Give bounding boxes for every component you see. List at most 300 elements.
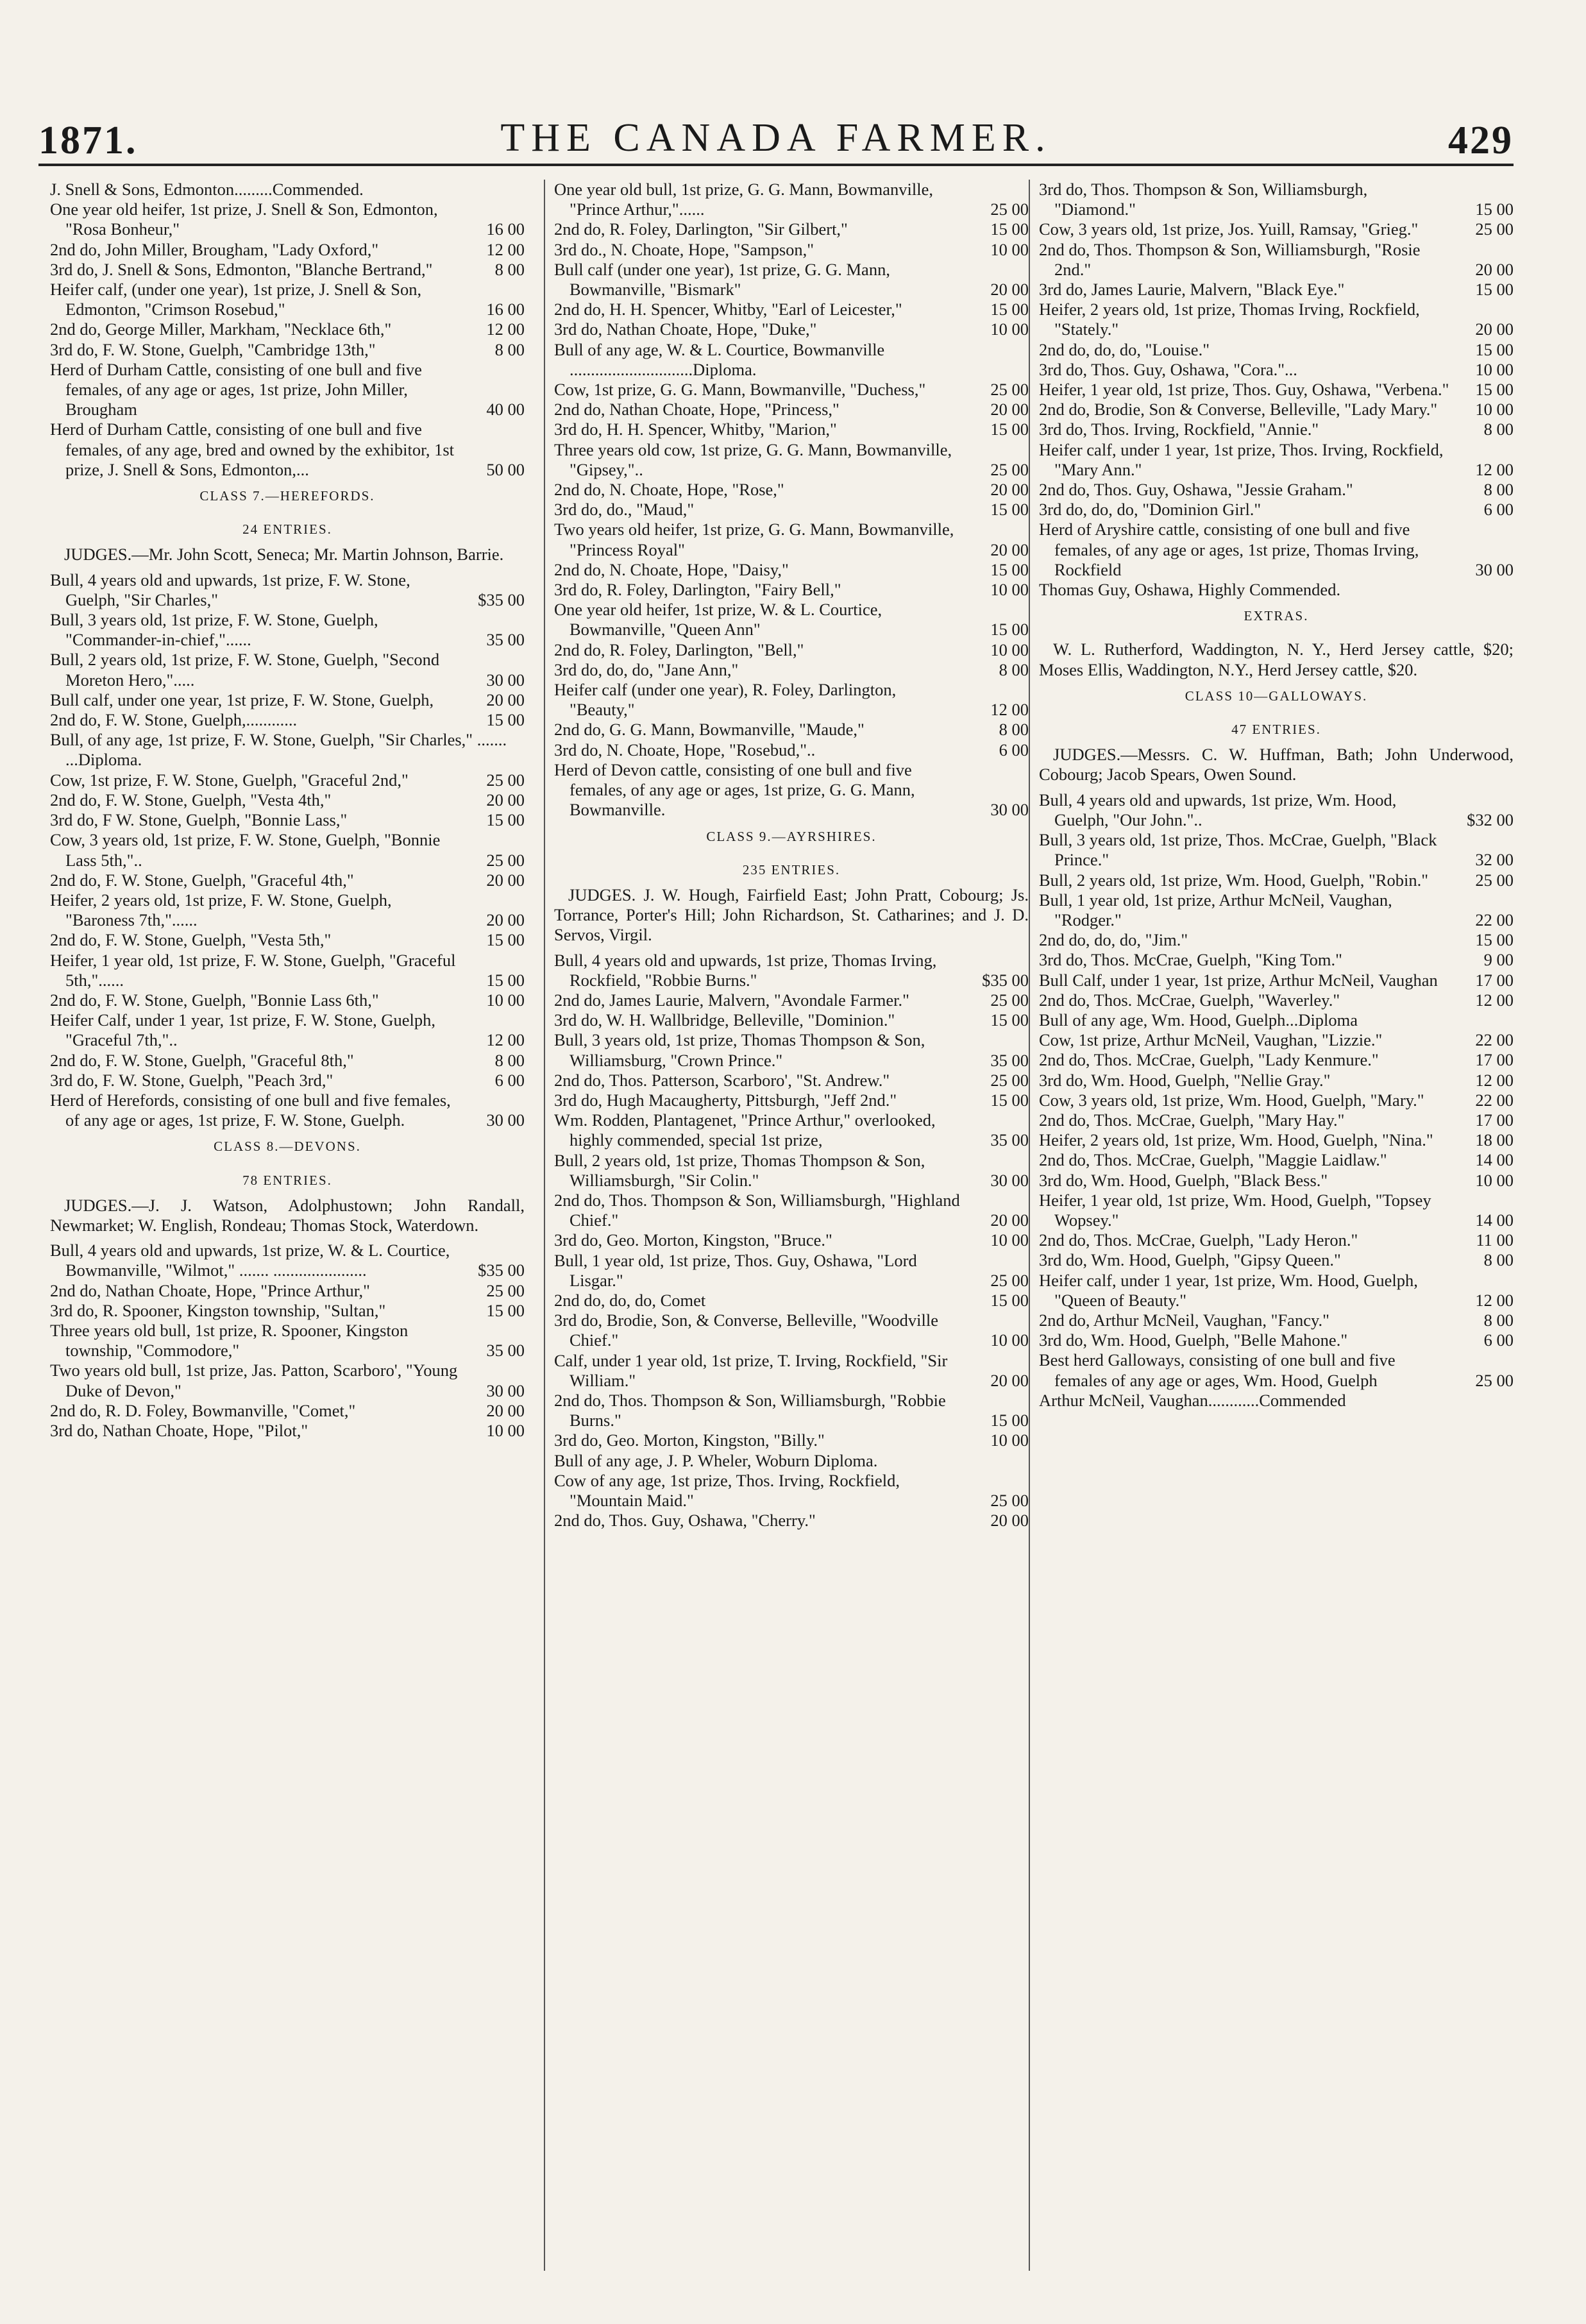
prize-entry (1039, 1191, 1514, 1230)
prize-entry (1039, 280, 1514, 300)
prize-entry (554, 680, 1029, 720)
entry-text: Heifer calf, under 1 year, 1st prize, Thos. Irving, Rockfield, "Mary Ann." (1039, 439, 1444, 479)
entry-text: 3rd do, James Laurie, Malvern, "Black Eye." (1039, 280, 1345, 300)
prize-amount: 15 00 (990, 1090, 1029, 1110)
prize-amount: 20 00 (1475, 319, 1514, 339)
entry-text: Cow, 3 years old, 1st prize, Wm. Hood, Guelph, "Mary." (1039, 1090, 1424, 1110)
entry-text: 3rd do, Nathan Choate, Hope, "Duke," (554, 319, 817, 339)
entry-text: Herd of Durham Cattle, consisting of one bull and five females, of any age, bred and owned by the exhibitor, 1st prize, J. Snell & Sons, Edmonton,... (50, 420, 455, 479)
prize-entry (554, 420, 1029, 439)
section-heading: CLASS 8.—DEVONS. (214, 1139, 361, 1155)
prize-entry (1039, 1071, 1514, 1090)
judges-paragraph: JUDGES.—J. J. Watson, Adolphustown; John Randall, Newmarket; W. English, Rondeau; Thomas Stock, Waterdown. (50, 1195, 525, 1235)
prize-amount: 12 00 (1475, 1070, 1514, 1090)
prize-amount: 8 00 (494, 259, 525, 279)
section-heading: EXTRAS. (1244, 608, 1309, 624)
column-1 (50, 180, 525, 2271)
entry-text: 3rd do, do, do, "Dominion Girl." (1039, 500, 1261, 520)
prize-entry (554, 951, 1029, 990)
prize-amount: 6 00 (999, 740, 1029, 759)
entry-text: Heifer, 1 year old, 1st prize, F. W. Stone, Guelph, "Graceful 5th,"...... (50, 950, 456, 990)
prize-entry (1039, 1350, 1514, 1390)
prize-amount: 10 00 (486, 1420, 525, 1440)
entry-text: 2nd do, Thos. McCrae, Guelph, "Lady Heron." (1039, 1230, 1358, 1250)
prize-amount: 35 00 (990, 1050, 1029, 1070)
entry-text: Bull Calf, under 1 year, 1st prize, Arthur McNeil, Vaughan (1039, 970, 1438, 990)
prize-entry (50, 420, 525, 480)
judges-paragraph: JUDGES.—Mr. John Scott, Seneca; Mr. Martin Johnson, Barrie. (64, 545, 504, 564)
prize-entry (1039, 990, 1514, 1010)
entry-text: Cow, 1st prize, Arthur McNeil, Vaughan, "Lizzie." (1039, 1030, 1383, 1050)
prize-amount: 16 00 (486, 219, 525, 239)
prize-entry (554, 1251, 1029, 1291)
entry-text: Three years old cow, 1st prize, G. G. Mann, Bowmanville, "Gipsey,".. (554, 439, 952, 479)
prize-amount: 25 00 (486, 1280, 525, 1300)
prize-amount: 8 00 (999, 720, 1029, 740)
prize-entry (554, 660, 1029, 680)
column-3 (1039, 180, 1514, 2271)
prize-entry (1039, 1250, 1514, 1270)
prize-entry (554, 1191, 1029, 1230)
prize-entry (1039, 1150, 1514, 1170)
entry-text: 2nd do, R. Foley, Darlington, "Sir Gilbert," (554, 219, 848, 239)
prize-amount: 20 00 (1475, 259, 1514, 279)
prize-entry (50, 260, 525, 280)
entry-text: Bull, 2 years old, 1st prize, Thomas Thompson & Son, Williamsburgh, "Sir Colin." (554, 1150, 925, 1190)
prize-amount: 25 00 (1475, 870, 1514, 890)
prize-amount: 15 00 (990, 219, 1029, 239)
prize-entry (554, 1471, 1029, 1511)
prize-amount: 20 00 (990, 539, 1029, 559)
prize-amount: 35 00 (990, 1130, 1029, 1150)
prize-entry (1039, 180, 1514, 219)
judges-paragraph: JUDGES. J. W. Hough, Fairfield East; John Pratt, Cobourg; Js. Torrance, Porter's Hill; John Richardson, St. Catharines; and J. D. Servos, Virgil. (554, 885, 1029, 945)
prize-amount: 15 00 (486, 1300, 525, 1320)
section-heading: CLASS 7.—HEREFORDS. (199, 488, 375, 504)
prize-entry (554, 340, 1029, 380)
entry-text: 3rd do., N. Choate, Hope, "Sampson," (554, 239, 814, 259)
entry-text: 2nd do, Thos. Thompson & Son, Williamsburgh, "Robbie Burns." (554, 1390, 946, 1430)
prize-amount: 20 00 (990, 280, 1029, 300)
prize-amount: 20 00 (990, 1210, 1029, 1230)
prize-amount: 12 00 (486, 239, 525, 259)
entries-count: 78 ENTRIES. (242, 1172, 332, 1188)
entry-text: 2nd do, Nathan Choate, Hope, "Prince Arthur," (50, 1280, 370, 1300)
entry-text: Bull, 3 years old, 1st prize, Thos. McCrae, Guelph, "Black Prince." (1039, 830, 1437, 870)
entry-text: 3rd do, Geo. Morton, Kingston, "Billy." (554, 1430, 825, 1450)
prize-entry (1039, 1271, 1514, 1310)
prize-amount: 20 00 (990, 480, 1029, 500)
prize-amount: 25 00 (486, 770, 525, 790)
prize-amount: 6 00 (494, 1070, 525, 1090)
prize-entry (554, 219, 1029, 239)
prize-entry (50, 951, 525, 990)
prize-amount: 12 00 (990, 700, 1029, 720)
prize-amount: 15 00 (486, 710, 525, 730)
entry-text: Herd of Herefords, consisting of one bull and five females, of any age or ages, 1st prize, F. W. Stone, Guelph. (50, 1090, 451, 1130)
prize-entry (1039, 950, 1514, 970)
prize-entry (50, 1401, 525, 1421)
entry-text: 3rd do, Thos. Guy, Oshawa, "Cora."... (1039, 359, 1297, 379)
entry-text: Calf, under 1 year old, 1st prize, T. Irving, Rockfield, "Sir William." (554, 1350, 948, 1390)
entry-text: Heifer calf (under one year), R. Foley, Darlington, "Beauty," (554, 680, 897, 720)
prize-entry (554, 1030, 1029, 1070)
prize-amount: 25 00 (990, 380, 1029, 400)
prize-amount: 25 00 (990, 1270, 1029, 1290)
prize-amount: 20 00 (990, 1511, 1029, 1531)
entry-text: 3rd do, F W. Stone, Guelph, "Bonnie Lass," (50, 810, 348, 830)
entry-text: 2nd do, Thos. Guy, Oshawa, "Jessie Graham." (1039, 480, 1353, 500)
prize-entry (50, 710, 525, 730)
entry-text: 3rd do, Thos. Irving, Rockfield, "Annie." (1039, 420, 1319, 439)
entry-text: One year old heifer, 1st prize, J. Snell & Son, Edmonton, "Rosa Bonheur," (50, 199, 438, 239)
prize-entry (50, 180, 525, 199)
entry-text: Bull, 4 years old and upwards, 1st prize, F. W. Stone, Guelph, "Sir Charles," (50, 570, 410, 609)
prize-entry (1039, 1391, 1514, 1411)
entry-text: Two years old heifer, 1st prize, G. G. Mann, Bowmanville, "Princess Royal" (554, 520, 954, 559)
prize-entry (1039, 890, 1514, 930)
prize-amount: 15 00 (990, 300, 1029, 319)
column-divider (1029, 180, 1030, 2271)
entry-text: Cow, 3 years old, 1st prize, F. W. Stone, Guelph, "Bonnie Lass 5th,".. (50, 830, 441, 870)
entry-text: Bull, 1 year old, 1st prize, Thos. Guy, Oshawa, "Lord Lisgar." (554, 1250, 917, 1290)
entry-text: 3rd do, W. H. Wallbridge, Belleville, "Dominion." (554, 1010, 895, 1030)
prize-amount: 30 00 (486, 670, 525, 690)
prize-entry (50, 319, 525, 339)
prize-amount: 10 00 (990, 1330, 1029, 1350)
prize-amount: 10 00 (1475, 1170, 1514, 1190)
entry-text: 3rd do, R. Spooner, Kingston township, "Sultan," (50, 1300, 386, 1320)
prize-amount: 12 00 (1475, 1290, 1514, 1310)
entry-text: 3rd do, F. W. Stone, Guelph, "Peach 3rd," (50, 1070, 333, 1090)
entry-text: Heifer calf, under 1 year, 1st prize, Wm. Hood, Guelph, "Queen of Beauty." (1039, 1270, 1418, 1310)
entries-count: 47 ENTRIES. (1231, 722, 1321, 738)
entry-text: 3rd do, J. Snell & Sons, Edmonton, "Blanche Bertrand," (50, 259, 433, 279)
prize-amount: $35 00 (478, 589, 525, 609)
prize-entry (554, 380, 1029, 400)
prize-entry (554, 600, 1029, 640)
prize-entry (554, 300, 1029, 319)
entry-text: Herd of Devon cattle, consisting of one bull and five females, of any age or ages, 1st prize, G. G. Mann, Bowmanville. (554, 759, 915, 820)
prize-amount: 15 00 (1475, 339, 1514, 359)
judges-paragraph: W. L. Rutherford, Waddington, N. Y., Herd Jersey cattle, $20; Moses Ellis, Waddington, N.Y., Herd Jersey cattle, $20. (1039, 640, 1514, 679)
page-title: THE CANADA FARMER. (500, 116, 1052, 160)
entry-text: 2nd do, F. W. Stone, Guelph, "Bonnie Lass 6th," (50, 990, 379, 1010)
prize-entry (50, 1321, 525, 1361)
entry-text: 2nd do, H. H. Spencer, Whitby, "Earl of Leicester," (554, 300, 902, 319)
prize-amount: $35 00 (478, 1260, 525, 1280)
entry-text: 2nd do, John Miller, Brougham, "Lady Oxford," (50, 239, 379, 259)
prize-amount: 6 00 (1483, 500, 1514, 520)
entry-text: 2nd do, Arthur McNeil, Vaughan, "Fancy." (1039, 1310, 1329, 1330)
prize-entry (50, 1281, 525, 1301)
section-heading: CLASS 10—GALLOWAYS. (1185, 688, 1368, 704)
entry-text: Heifer, 1 year old, 1st prize, Wm. Hood, Guelph, "Topsey Wopsey." (1039, 1190, 1431, 1230)
entries-count: 24 ENTRIES. (242, 522, 332, 538)
entry-text: 2nd do, R. Foley, Darlington, "Bell," (554, 640, 804, 659)
entry-text: Three years old bull, 1st prize, R. Spooner, Kingston township, "Commodore," (50, 1320, 409, 1361)
prize-entry (554, 400, 1029, 420)
entry-text: 2nd do, N. Choate, Hope, "Rose," (554, 480, 784, 500)
prize-entry (554, 990, 1029, 1010)
prize-amount: 17 00 (1475, 970, 1514, 990)
prize-entry (50, 1051, 525, 1071)
entry-text: 2nd do, Thos. McCrae, Guelph, "Maggie Laidlaw." (1039, 1150, 1387, 1170)
entry-text: 2nd do, Brodie, Son & Converse, Belleville, "Lady Mary." (1039, 400, 1438, 420)
prize-amount: 25 00 (990, 1070, 1029, 1090)
prize-entry (50, 1010, 525, 1050)
prize-entry (554, 580, 1029, 600)
entry-text: Bull, 3 years old, 1st prize, F. W. Stone, Guelph, "Commander-in-chief,"...... (50, 610, 378, 650)
prize-amount: 15 00 (1475, 380, 1514, 400)
prize-amount: 10 00 (486, 990, 525, 1010)
entry-text: Heifer, 2 years old, 1st prize, F. W. Stone, Guelph, "Baroness 7th,"...... (50, 890, 392, 930)
prize-amount: 32 00 (1475, 850, 1514, 870)
prize-entry (554, 1110, 1029, 1150)
prize-amount: $32 00 (1467, 810, 1514, 829)
prize-amount: 8 00 (1483, 420, 1514, 439)
entry-text: Bull of any age, W. & L. Courtice, Bowmanville .............................Diploma. (554, 339, 885, 379)
entry-text: 2nd do, do, do, Comet (554, 1290, 706, 1310)
prize-amount: 15 00 (990, 1411, 1029, 1430)
prize-entry (50, 1301, 525, 1321)
prize-entry (1039, 240, 1514, 280)
prize-entry (554, 480, 1029, 500)
prize-entry (1039, 500, 1514, 520)
prize-entry (1039, 1230, 1514, 1250)
prize-amount: 50 00 (486, 459, 525, 479)
prize-amount: 10 00 (1475, 400, 1514, 420)
prize-amount: 35 00 (486, 1341, 525, 1361)
prize-amount: 17 00 (1475, 1050, 1514, 1070)
prize-entry (1039, 790, 1514, 830)
prize-entry (1039, 830, 1514, 870)
prize-amount: 15 00 (486, 930, 525, 950)
prize-entry (554, 319, 1029, 339)
entry-text: 2nd do, F. W. Stone, Guelph, "Graceful 8th," (50, 1050, 354, 1070)
entry-text: 2nd do, Thos. Thompson & Son, Williamsburgh, "Rosie 2nd." (1039, 239, 1421, 279)
entry-text: Wm. Rodden, Plantagenet, "Prince Arthur," overlooked, highly commended, special 1st prize, (554, 1110, 936, 1150)
entry-text: 2nd do, F. W. Stone, Guelph, "Vesta 5th," (50, 930, 332, 950)
prize-entry (1039, 1130, 1514, 1150)
entry-text: 2nd do, Thos. McCrae, Guelph, "Lady Kenmure." (1039, 1050, 1379, 1070)
prize-amount: 30 00 (990, 800, 1029, 820)
prize-entry (1039, 219, 1514, 239)
prize-amount: 25 00 (1475, 219, 1514, 239)
entry-text: Cow, 1st prize, G. G. Mann, Bowmanville, "Duchess," (554, 380, 926, 400)
prize-entry (50, 730, 525, 770)
prize-entry (50, 930, 525, 950)
prize-amount: 8 00 (494, 1050, 525, 1070)
prize-amount: 22 00 (1475, 1090, 1514, 1110)
entry-text: 2nd do, R. D. Foley, Bowmanville, "Comet," (50, 1400, 356, 1420)
prize-entry (554, 520, 1029, 559)
entry-text: 2nd do, G. G. Mann, Bowmanville, "Maude," (554, 720, 865, 740)
entry-text: Cow, 1st prize, F. W. Stone, Guelph, "Graceful 2nd," (50, 770, 409, 790)
prize-entry (1039, 480, 1514, 500)
prize-entry (50, 650, 525, 690)
prize-amount: 10 00 (1475, 359, 1514, 379)
prize-amount: 25 00 (990, 1491, 1029, 1510)
prize-amount: 30 00 (1475, 559, 1514, 579)
entry-text: 3rd do, Wm. Hood, Guelph, "Belle Mahone." (1039, 1330, 1348, 1350)
prize-entry (50, 570, 525, 610)
prize-amount: 25 00 (990, 199, 1029, 219)
prize-entry (1039, 300, 1514, 339)
entry-text: 2nd do, F. W. Stone, Guelph,............ (50, 710, 298, 730)
prize-amount: 11 00 (1476, 1230, 1514, 1250)
prize-entry (50, 1421, 525, 1441)
entry-text: Heifer, 2 years old, 1st prize, Wm. Hood, Guelph, "Nina." (1039, 1130, 1433, 1150)
prize-entry (554, 640, 1029, 660)
entry-text: 2nd do, Thos. McCrae, Guelph, "Mary Hay." (1039, 1110, 1345, 1130)
entry-text: 2nd do, Nathan Choate, Hope, "Princess," (554, 400, 839, 420)
prize-amount: 20 00 (486, 870, 525, 890)
page-number: 429 (1448, 119, 1514, 162)
prize-entry (1039, 870, 1514, 890)
judges-paragraph: JUDGES.—Messrs. C. W. Huffman, Bath; John Underwood, Cobourg; Jacob Spears, Owen Sound. (1039, 745, 1514, 785)
prize-amount: 25 00 (1475, 1370, 1514, 1390)
prize-entry (554, 720, 1029, 740)
entry-text: Heifer, 1 year old, 1st prize, Thos. Guy, Oshawa, "Verbena." (1039, 380, 1449, 400)
entry-text: Herd of Durham Cattle, consisting of one bull and five females, of any age or ages, 1st prize, John Miller, Brougham (50, 359, 422, 420)
column-divider (544, 180, 545, 2271)
entry-text: J. Snell & Sons, Edmonton.........Commended. (50, 180, 364, 199)
entries-count: 235 ENTRIES. (742, 861, 841, 878)
entry-text: Bull, 4 years old and upwards, 1st prize, Wm. Hood, Guelph, "Our John.".. (1039, 790, 1397, 829)
prize-entry (554, 180, 1029, 219)
entry-text: 3rd do, F. W. Stone, Guelph, "Cambridge 13th," (50, 339, 376, 359)
entry-text: 2nd do, N. Choate, Hope, "Daisy," (554, 559, 789, 579)
entry-text: 2nd do, Thos. Thompson & Son, Williamsburgh, "Highland Chief." (554, 1190, 960, 1230)
prize-amount: 22 00 (1475, 910, 1514, 929)
prize-amount: 15 00 (486, 970, 525, 990)
prize-entry (50, 690, 525, 710)
entry-text: Bull, 2 years old, 1st prize, F. W. Stone, Guelph, "Second Moreton Hero,"..... (50, 650, 440, 690)
prize-entry (50, 790, 525, 810)
entry-text: Heifer, 2 years old, 1st prize, Thomas Irving, Rockfield, "Stately." (1039, 300, 1420, 339)
prize-entry (50, 770, 525, 790)
entry-text: Bull of any age, Wm. Hood, Guelph...Diploma (1039, 1010, 1358, 1030)
entry-text: Bull, 3 years old, 1st prize, Thomas Thompson & Son, Williamsburg, "Crown Prince." (554, 1030, 925, 1070)
prize-amount: 25 00 (486, 850, 525, 870)
prize-entry (1039, 1030, 1514, 1050)
prize-amount: 15 00 (990, 500, 1029, 520)
prize-amount: 15 00 (990, 420, 1029, 439)
prize-amount: 10 00 (990, 319, 1029, 339)
entry-text: 3rd do, Wm. Hood, Guelph, "Gipsy Queen." (1039, 1250, 1341, 1270)
prize-entry (554, 1511, 1029, 1531)
entry-text: 2nd do, Thos. Guy, Oshawa, "Cherry." (554, 1511, 816, 1531)
prize-entry (50, 240, 525, 260)
prize-entry (554, 1291, 1029, 1310)
entry-text: Bull, 1 year old, 1st prize, Arthur McNeil, Vaughan, "Rodger." (1039, 890, 1392, 929)
prize-entry (50, 1090, 525, 1130)
prize-entry (50, 810, 525, 830)
prize-entry (1039, 1171, 1514, 1191)
prize-entry (554, 440, 1029, 480)
entry-text: One year old bull, 1st prize, G. G. Mann, Bowmanville, "Prince Arthur,"...... (554, 180, 933, 219)
prize-entry (1039, 971, 1514, 990)
prize-amount: 15 00 (1475, 930, 1514, 950)
entry-text: Bull of any age, J. P. Wheler, Woburn Diploma. (554, 1450, 878, 1470)
entry-text: 3rd do, do, do, "Jane Ann," (554, 659, 739, 679)
prize-amount: 15 00 (990, 1010, 1029, 1030)
prize-entry (1039, 1010, 1514, 1030)
year-label: 1871. (38, 119, 138, 162)
page-header (38, 109, 1514, 167)
prize-entry (1039, 360, 1514, 380)
prize-amount: 20 00 (486, 1400, 525, 1420)
entry-text: 2nd do, F. W. Stone, Guelph, "Graceful 4th," (50, 870, 354, 890)
entry-text: 3rd do, R. Foley, Darlington, "Fairy Bell," (554, 580, 841, 600)
prize-amount: 12 00 (486, 1030, 525, 1050)
prize-entry (1039, 1050, 1514, 1070)
entry-text: Bull, 4 years old and upwards, 1st prize, W. & L. Courtice, Bowmanville, "Wilmot," ....... ...................... (50, 1241, 450, 1280)
entry-text: 2nd do, F. W. Stone, Guelph, "Vesta 4th," (50, 790, 332, 810)
prize-entry (50, 1071, 525, 1090)
entry-text: 2nd do, Thos. Patterson, Scarboro', "St. Andrew." (554, 1070, 890, 1090)
prize-amount: 6 00 (1483, 1330, 1514, 1350)
prize-amount: 20 00 (990, 400, 1029, 420)
prize-entry (554, 1430, 1029, 1450)
entry-text: 3rd do, Thos. Thompson & Son, Williamsburgh, "Diamond." (1039, 180, 1368, 219)
prize-amount: 20 00 (486, 690, 525, 709)
prize-amount: 15 00 (990, 559, 1029, 579)
prize-entry (554, 1351, 1029, 1391)
prize-amount: $35 00 (982, 970, 1029, 990)
prize-amount: 16 00 (486, 300, 525, 319)
prize-amount: 12 00 (486, 319, 525, 339)
entry-text: 3rd do, Geo. Morton, Kingston, "Bruce." (554, 1230, 832, 1250)
entry-text: Bull calf, under one year, 1st prize, F. W. Stone, Guelph, (50, 690, 434, 709)
prize-amount: 10 00 (990, 239, 1029, 259)
column-2 (554, 180, 1029, 2271)
prize-entry (50, 610, 525, 650)
entry-text: 2nd do, Thos. McCrae, Guelph, "Waverley." (1039, 990, 1340, 1010)
entry-text: 3rd do, H. H. Spencer, Whitby, "Marion," (554, 420, 837, 439)
prize-entry (554, 1090, 1029, 1110)
prize-entry (1039, 1310, 1514, 1330)
prize-amount: 15 00 (486, 810, 525, 830)
prize-amount: 8 00 (999, 659, 1029, 679)
entry-text: 2nd do, do, do, "Jim." (1039, 930, 1188, 950)
entry-text: 3rd do, do., "Maud," (554, 500, 695, 520)
prize-amount: 40 00 (486, 400, 525, 420)
prize-entry (1039, 1330, 1514, 1350)
entry-text: 3rd do, Wm. Hood, Guelph, "Black Bess." (1039, 1170, 1328, 1190)
prize-entry (1039, 1110, 1514, 1130)
prize-amount: 20 00 (990, 1370, 1029, 1390)
section-heading: CLASS 9.—AYRSHIRES. (706, 828, 877, 844)
prize-amount: 12 00 (1475, 990, 1514, 1010)
prize-entry (1039, 440, 1514, 480)
prize-amount: 30 00 (486, 1110, 525, 1130)
prize-entry (50, 1361, 525, 1400)
prize-amount: 15 00 (1475, 199, 1514, 219)
prize-amount: 18 00 (1475, 1130, 1514, 1150)
prize-entry (1039, 380, 1514, 400)
prize-entry (554, 760, 1029, 820)
entry-text: 3rd do, Hugh Macaugherty, Pittsburgh, "Jeff 2nd." (554, 1090, 897, 1110)
prize-amount: 22 00 (1475, 1030, 1514, 1050)
prize-entry (1039, 520, 1514, 580)
entry-text: 2nd do, James Laurie, Malvern, "Avondale Farmer." (554, 990, 909, 1010)
prize-amount: 15 00 (990, 1290, 1029, 1310)
entry-text: Best herd Galloways, consisting of one bull and five females of any age or ages, Wm. Hood, Guelph (1039, 1350, 1396, 1390)
prize-entry (554, 1071, 1029, 1090)
entry-text: 3rd do, Brodie, Son, & Converse, Belleville, "Woodville Chief." (554, 1310, 938, 1350)
